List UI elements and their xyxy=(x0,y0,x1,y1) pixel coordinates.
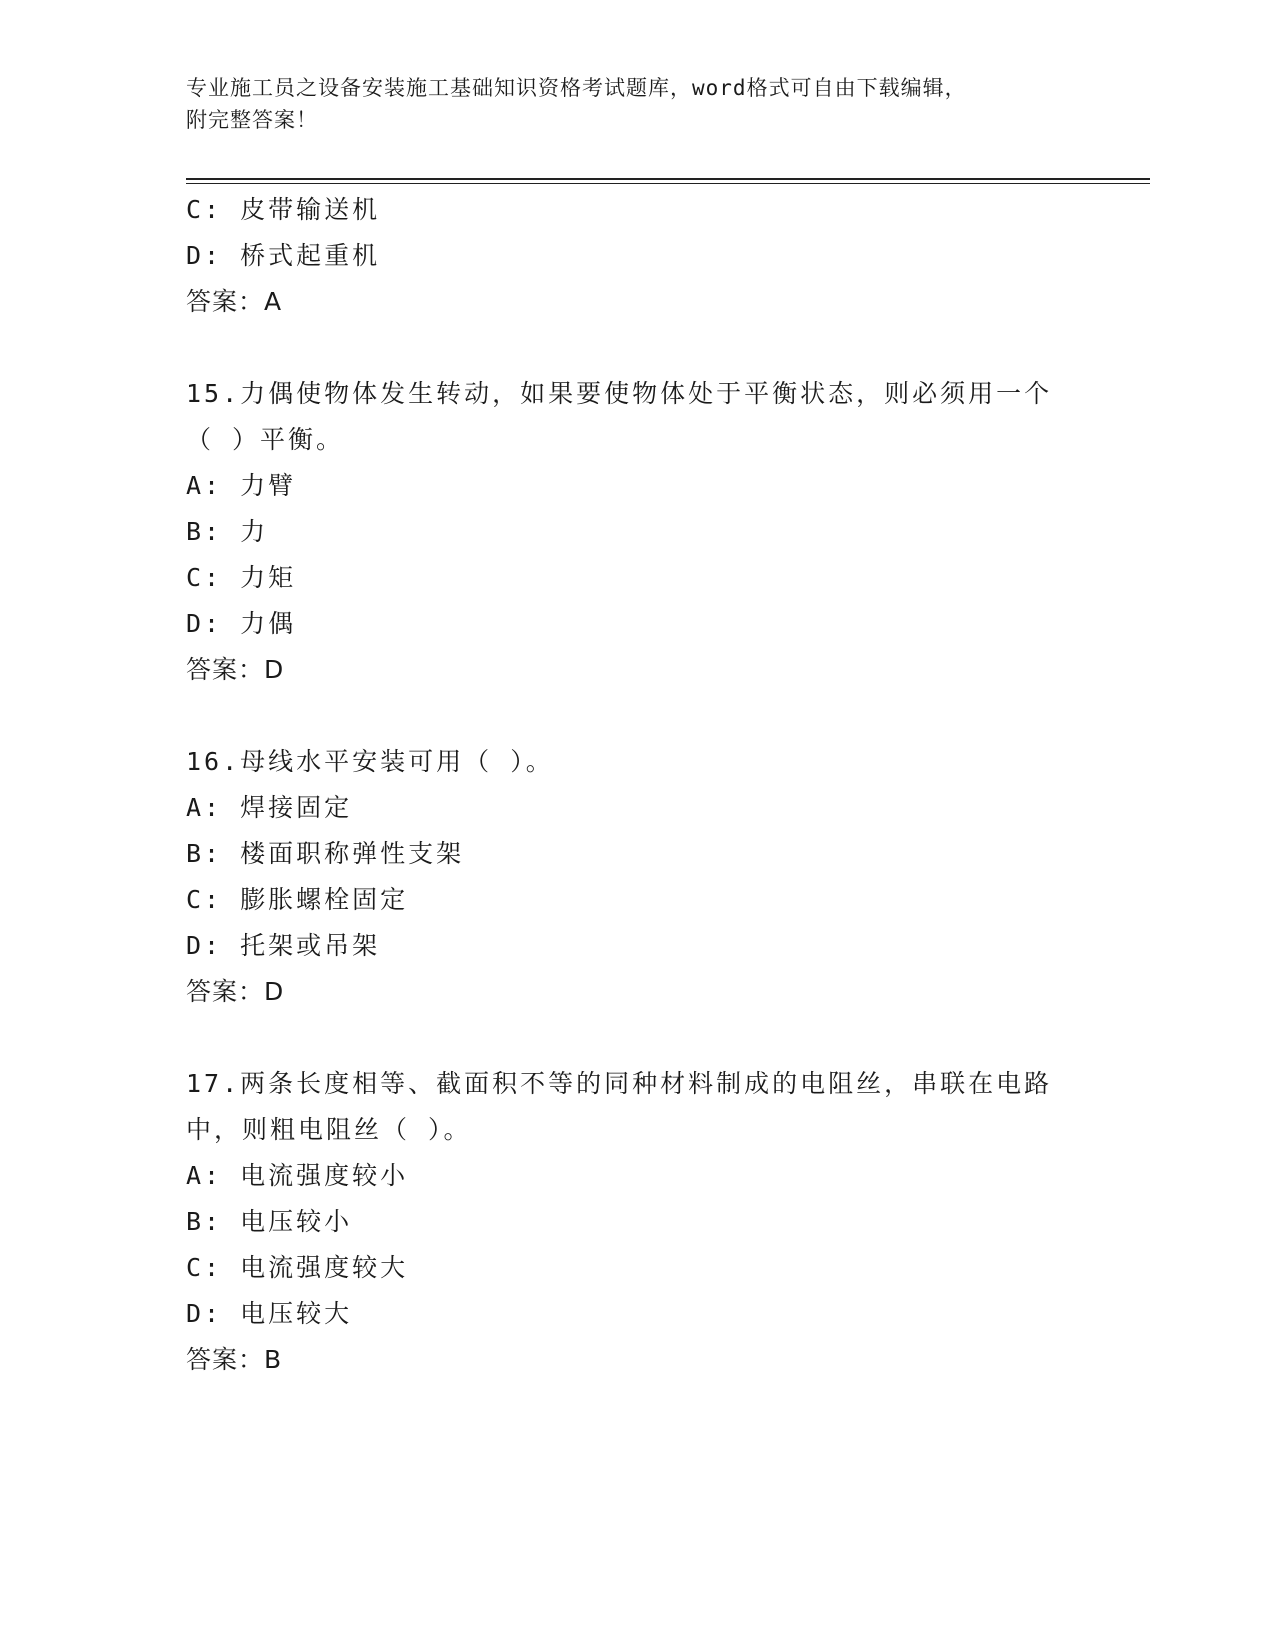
option-c: C: 膨胀螺栓固定 xyxy=(186,885,409,914)
option-d: D: 力偶 xyxy=(186,609,297,638)
spacer xyxy=(186,1015,1086,1061)
answer-line: 答案：A xyxy=(186,287,283,316)
document-header xyxy=(186,72,1086,136)
option-a: A: 电流强度较小 xyxy=(186,1161,409,1190)
question-list xyxy=(186,187,1086,1383)
answer-line: 答案：D xyxy=(186,655,285,684)
option-d: D: 电压较大 xyxy=(186,1299,353,1328)
header-line-2: 附完整答案！ xyxy=(186,108,318,132)
question-14-continued xyxy=(186,187,1086,325)
header-divider-thick xyxy=(186,178,1150,180)
question-stem-line-1: 17.两条长度相等、截面积不等的同种材料制成的电阻丝，串联在电路 xyxy=(186,1069,1053,1098)
question-17 xyxy=(186,1061,1086,1383)
option-d: D: 桥式起重机 xyxy=(186,241,381,270)
option-b: B: 楼面职称弹性支架 xyxy=(186,839,465,868)
option-c: C: 电流强度较大 xyxy=(186,1253,409,1282)
option-b: B: 电压较小 xyxy=(186,1207,353,1236)
option-c: C: 皮带输送机 xyxy=(186,195,381,224)
question-16 xyxy=(186,739,1086,1015)
answer-line: 答案：B xyxy=(186,1345,283,1374)
question-stem-line-1: 15.力偶使物体发生转动，如果要使物体处于平衡状态，则必须用一个 xyxy=(186,379,1053,408)
option-b: B: 力 xyxy=(186,517,269,546)
header-line-1: 专业施工员之设备安装施工基础知识资格考试题库，word格式可自由下载编辑， xyxy=(186,76,967,100)
spacer xyxy=(186,693,1086,739)
option-c: C: 力矩 xyxy=(186,563,297,592)
option-a: A: 力臂 xyxy=(186,471,297,500)
option-a: A: 焊接固定 xyxy=(186,793,353,822)
answer-line: 答案：D xyxy=(186,977,285,1006)
question-stem-line-2: 中，则粗电阻丝（ ）。 xyxy=(186,1115,472,1144)
option-d: D: 托架或吊架 xyxy=(186,931,381,960)
question-stem-line-2: （ ）平衡。 xyxy=(186,425,345,454)
spacer xyxy=(186,325,1086,371)
question-15 xyxy=(186,371,1086,693)
question-stem-line-1: 16.母线水平安装可用（ ）。 xyxy=(186,747,554,776)
header-divider-thin xyxy=(186,183,1150,184)
